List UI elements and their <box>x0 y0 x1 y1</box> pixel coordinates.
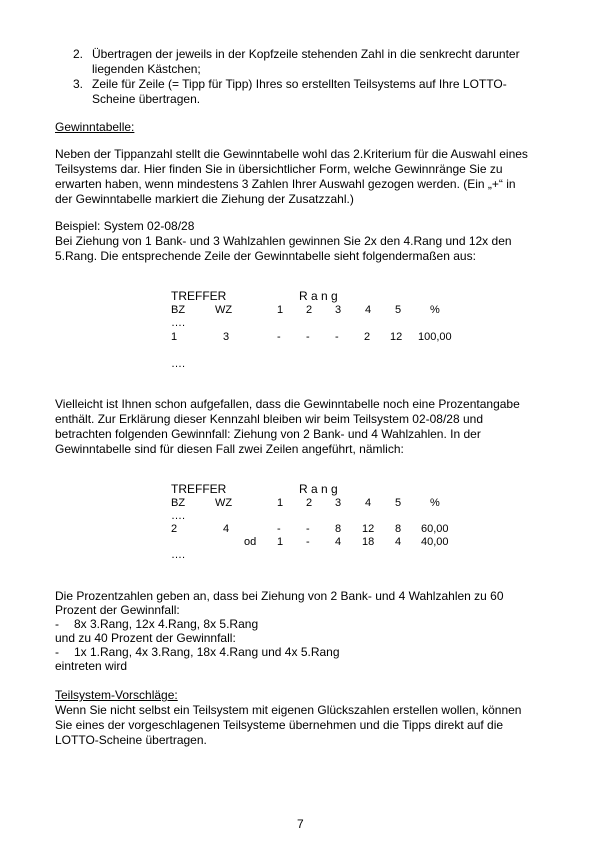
table-header-rank-3: 3 <box>335 497 342 509</box>
table-header-wz: WZ <box>215 304 233 316</box>
table-cell-rank-3: 4 <box>335 536 342 548</box>
step-text-line: Zeile für Zeile (= Tipp für Tipp) Ihres so erstellten Teilsystems auf Ihre LOTTO- <box>92 77 507 91</box>
table-header-rank-4: 4 <box>365 304 372 316</box>
table-cell-rank-4: 2 <box>364 331 371 343</box>
paragraph-line: enthält. Zur Erklärung dieser Kennzahl bleiben wir beim Teilsystem 02-08/28 und <box>55 412 484 426</box>
paragraph-line: erwarten haben, wenn mindestens 3 Zahlen Ihrer Auswahl gezogen werden. (Ein „+“ in <box>55 177 516 191</box>
table-header-bz: BZ <box>171 497 186 509</box>
paragraph-line: Vielleicht ist Ihnen schon aufgefallen, dass die Gewinntabelle noch eine Prozentangabe <box>55 397 520 411</box>
table-ellipsis: …. <box>171 549 186 561</box>
paragraph-line: betrachten folgenden Gewinnfall: Ziehung von 2 Bank- und 4 Wahlzahlen. In der <box>55 427 481 441</box>
table-cell-od: od <box>244 536 257 548</box>
step-text-line: Übertragen der jeweils in der Kopfzeile stehenden Zahl in die senkrecht darunter <box>92 47 520 61</box>
paragraph-line: Beispiel: System 02-08/28 <box>55 219 195 233</box>
step-text-line: Scheine übertragen. <box>92 92 201 106</box>
table-header-rank-3: 3 <box>335 304 342 316</box>
paragraph-line: der Gewinntabelle markiert die Ziehung der Zusatzzahl.) <box>55 192 354 206</box>
paragraph-line: und zu 40 Prozent der Gewinnfall: <box>55 631 236 645</box>
list-dash: - <box>55 617 59 631</box>
table-cell-rank-5: 12 <box>390 331 403 343</box>
table-cell-rank-4: 12 <box>362 523 375 535</box>
table-cell-rank-5: 4 <box>395 536 402 548</box>
table-header-rang: R a n g <box>299 289 338 303</box>
table-ellipsis: …. <box>171 317 186 329</box>
table-cell-rank-1: 1 <box>277 536 284 548</box>
step-number: 2. <box>73 47 84 61</box>
paragraph-line: Prozent der Gewinnfall: <box>55 603 180 617</box>
step-number: 3. <box>73 77 84 91</box>
table-cell-wz: 4 <box>223 523 230 535</box>
table-header-rank-4: 4 <box>365 497 372 509</box>
table-header-rank-5: 5 <box>395 304 402 316</box>
paragraph-line: Teilsystems dar. Hier finden Sie in übersichtlicher Form, welche Gewinnränge Sie zu <box>55 162 503 176</box>
list-item: 8x 3.Rang, 12x 4.Rang, 8x 5.Rang <box>74 617 259 631</box>
table-header-rank-2: 2 <box>306 304 313 316</box>
table-cell-rank-3: 8 <box>335 523 342 535</box>
table-cell-rank-2: - <box>306 523 310 535</box>
paragraph-line: Gewinntabelle sind für diesen Fall zwei Zeilen angeführt, nämlich: <box>55 442 404 456</box>
table-cell-percent: 100,00 <box>418 331 452 343</box>
table-header-treffer: TREFFER <box>171 482 227 496</box>
paragraph-line: eintreten wird <box>55 659 128 673</box>
table-cell-rank-3: - <box>335 331 339 343</box>
table-header-rank-1: 1 <box>277 497 284 509</box>
list-dash: - <box>55 645 59 659</box>
step-text-line: liegenden Kästchen; <box>92 62 201 76</box>
table-cell-bz: 2 <box>171 523 178 535</box>
table-cell-rank-1: - <box>277 523 281 535</box>
table-header-treffer: TREFFER <box>171 289 227 303</box>
table-cell-percent: 40,00 <box>421 536 449 548</box>
paragraph-line: LOTTO-Scheine übertragen. <box>55 733 207 747</box>
table-cell-rank-2: - <box>306 536 310 548</box>
table-header-percent: % <box>430 497 440 509</box>
table-header-rang: R a n g <box>299 482 338 496</box>
paragraph-line: Bei Ziehung von 1 Bank- und 3 Wahlzahlen gewinnen Sie 2x den 4.Rang und 12x den <box>55 234 512 248</box>
table-header-wz: WZ <box>215 497 233 509</box>
table-header-percent: % <box>430 304 440 316</box>
list-item: 1x 1.Rang, 4x 3.Rang, 18x 4.Rang und 4x 5.Rang <box>74 645 340 659</box>
section-heading-vorschlaege: Teilsystem-Vorschläge: <box>55 688 178 702</box>
table-header-bz: BZ <box>171 304 186 316</box>
paragraph-line: Die Prozentzahlen geben an, dass bei Ziehung von 2 Bank- und 4 Wahlzahlen zu 60 <box>55 589 504 603</box>
section-heading-gewinntabelle: Gewinntabelle: <box>55 120 135 134</box>
table-header-rank-5: 5 <box>395 497 402 509</box>
table-cell-rank-1: - <box>277 331 281 343</box>
paragraph-line: Sie eines der vorgeschlagenen Teilsysteme übernehmen und die Tipps direkt auf die <box>55 718 504 732</box>
page-number: 7 <box>297 817 304 831</box>
table-ellipsis: …. <box>171 358 186 370</box>
table-cell-wz: 3 <box>223 331 230 343</box>
paragraph-line: Wenn Sie nicht selbst ein Teilsystem mit eigenen Glückszahlen erstellen wollen, können <box>55 703 522 717</box>
table-ellipsis: …. <box>171 510 186 522</box>
table-cell-rank-2: - <box>306 331 310 343</box>
table-cell-percent: 60,00 <box>421 523 449 535</box>
paragraph-line: 5.Rang. Die entsprechende Zeile der Gewinntabelle sieht folgendermaßen aus: <box>55 249 476 263</box>
paragraph-line: Neben der Tippanzahl stellt die Gewinntabelle wohl das 2.Kriterium für die Auswahl eines <box>55 147 528 161</box>
table-cell-bz: 1 <box>171 331 178 343</box>
table-header-rank-1: 1 <box>277 304 284 316</box>
table-cell-rank-5: 8 <box>395 523 402 535</box>
table-header-rank-2: 2 <box>306 497 313 509</box>
table-cell-rank-4: 18 <box>362 536 375 548</box>
